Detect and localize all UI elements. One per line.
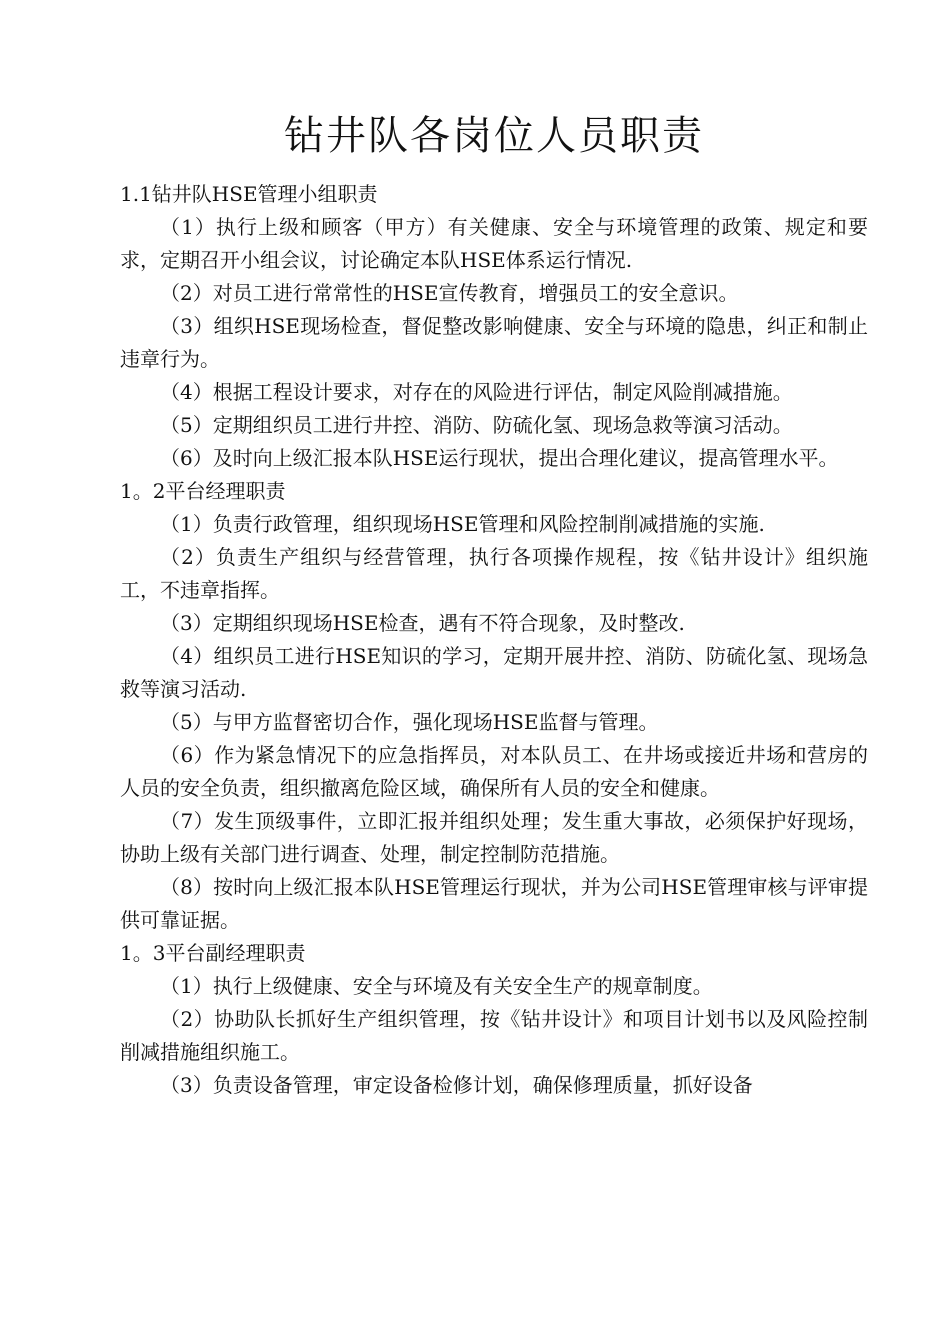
section-heading: 1.1钻井队HSE管理小组职责	[120, 182, 378, 206]
section-heading: 1。2平台经理职责	[120, 479, 286, 503]
document-title: 钻井队各岗位人员职责	[284, 113, 704, 159]
duty-item: （2）对员工进行常常性的HSE宣传教育，增强员工的安全意识。	[160, 281, 739, 305]
section-hse-group	[120, 178, 868, 475]
duty-item: （1）执行上级健康、安全与环境及有关安全生产的规章制度。	[160, 974, 713, 998]
section-platform-manager	[120, 475, 868, 937]
duty-item: （4）组织员工进行HSE知识的学习，定期开展井控、消防、防硫化氢、现场急救等演习活动.	[120, 644, 868, 701]
duty-item: （6）作为紧急情况下的应急指挥员，对本队员工、在井场或接近井场和营房的人员的安全负责，组织撤离危险区域，确保所有人员的安全和健康。	[120, 743, 868, 800]
duty-item: （3）定期组织现场HSE检查，遇有不符合现象，及时整改.	[160, 611, 685, 635]
duty-item: （4）根据工程设计要求，对存在的风险进行评估，制定风险削减措施。	[160, 380, 793, 404]
duty-item: （5）与甲方监督密切合作，强化现场HSE监督与管理。	[160, 710, 659, 734]
duty-item: （3）组织HSE现场检查，督促整改影响健康、安全与环境的隐患，纠正和制止违章行为。	[120, 314, 868, 371]
duty-item: （1）执行上级和顾客（甲方）有关健康、安全与环境管理的政策、规定和要求，定期召开小组会议，讨论确定本队HSE体系运行情况.	[120, 215, 868, 272]
duty-item: （3）负责设备管理，审定设备检修计划，确保修理质量，抓好设备	[160, 1073, 753, 1097]
duty-item: （1）负责行政管理，组织现场HSE管理和风险控制削减措施的实施.	[160, 512, 765, 536]
section-deputy-manager	[120, 937, 868, 1102]
section-heading: 1。3平台副经理职责	[120, 941, 306, 965]
duty-item: （5）定期组织员工进行井控、消防、防硫化氢、现场急救等演习活动。	[160, 413, 793, 437]
duty-item: （2）协助队长抓好生产组织管理，按《钻井设计》和项目计划书以及风险控制削减措施组织施工。	[120, 1007, 868, 1064]
duty-item: （2）负责生产组织与经营管理，执行各项操作规程，按《钻井设计》组织施工，不违章指挥。	[120, 545, 868, 602]
duty-item: （8）按时向上级汇报本队HSE管理运行现状，并为公司HSE管理审核与评审提供可靠证据。	[120, 875, 868, 932]
duty-item: （6）及时向上级汇报本队HSE运行现状，提出合理化建议，提高管理水平。	[160, 446, 839, 470]
duty-item: （7）发生顶级事件，立即汇报并组织处理；发生重大事故，必须保护好现场，协助上级有关部门进行调查、处理，制定控制防范措施。	[120, 809, 868, 866]
